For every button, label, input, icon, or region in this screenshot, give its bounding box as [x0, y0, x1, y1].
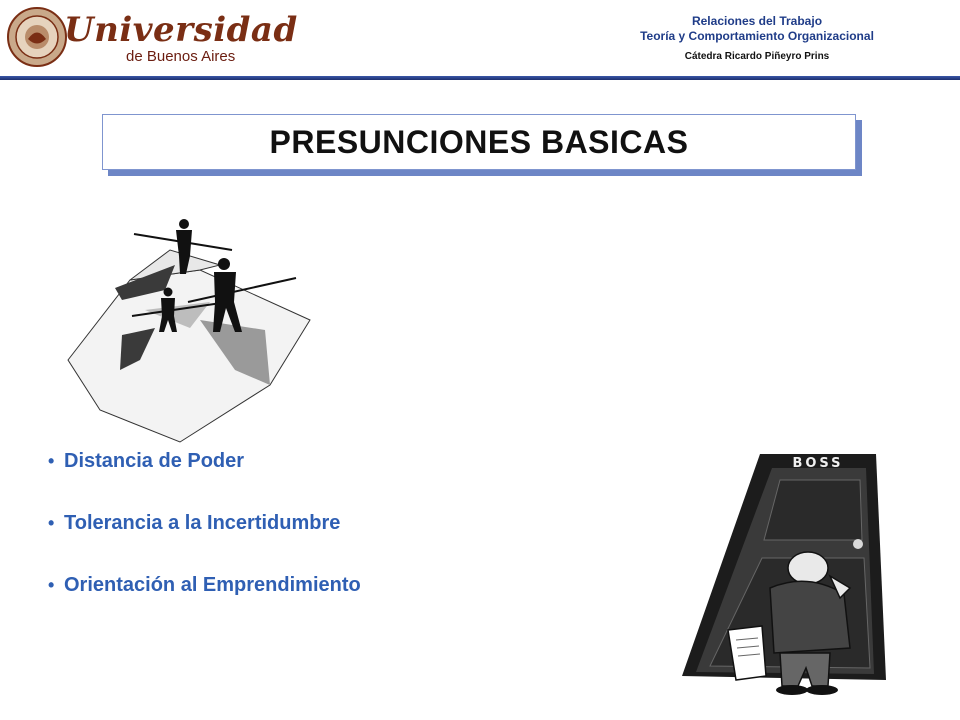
bullet-marker: • — [48, 575, 55, 595]
slide-title: PRESUNCIONES BASICAS — [269, 123, 689, 160]
bullet-marker: • — [48, 513, 55, 533]
bullet-list — [48, 450, 568, 636]
university-seal-icon — [6, 6, 68, 68]
university-logo — [6, 6, 298, 68]
tightrope-walkers-clipart-icon — [60, 210, 320, 445]
bullet-marker: • — [48, 451, 55, 471]
boss-door-clipart-icon — [680, 448, 892, 698]
course-name: Relaciones del Trabajo — [691, 14, 823, 28]
bullet-text: Orientación al Emprendimiento — [64, 574, 361, 596]
course-subject: Teoría y Comportamiento Organizacional — [640, 29, 874, 43]
slide-header — [0, 0, 960, 80]
bullet-orientacion-emprendimiento — [48, 574, 568, 636]
logo-subtitle: de Buenos Aires — [126, 48, 236, 65]
bullet-text: Distancia de Poder — [64, 450, 245, 472]
bullet-distancia-de-poder — [48, 450, 568, 512]
bullet-tolerancia-incertidumbre — [48, 512, 568, 574]
slide-title-box — [102, 114, 856, 170]
course-chair: Cátedra Ricardo Piñeyro Prins — [684, 51, 830, 62]
logo-wordmark: Universidad — [64, 10, 298, 50]
course-info — [592, 14, 922, 62]
boss-door-label: BOSS — [792, 456, 844, 471]
bullet-text: Tolerancia a la Incertidumbre — [64, 512, 341, 534]
header-divider — [0, 76, 960, 80]
